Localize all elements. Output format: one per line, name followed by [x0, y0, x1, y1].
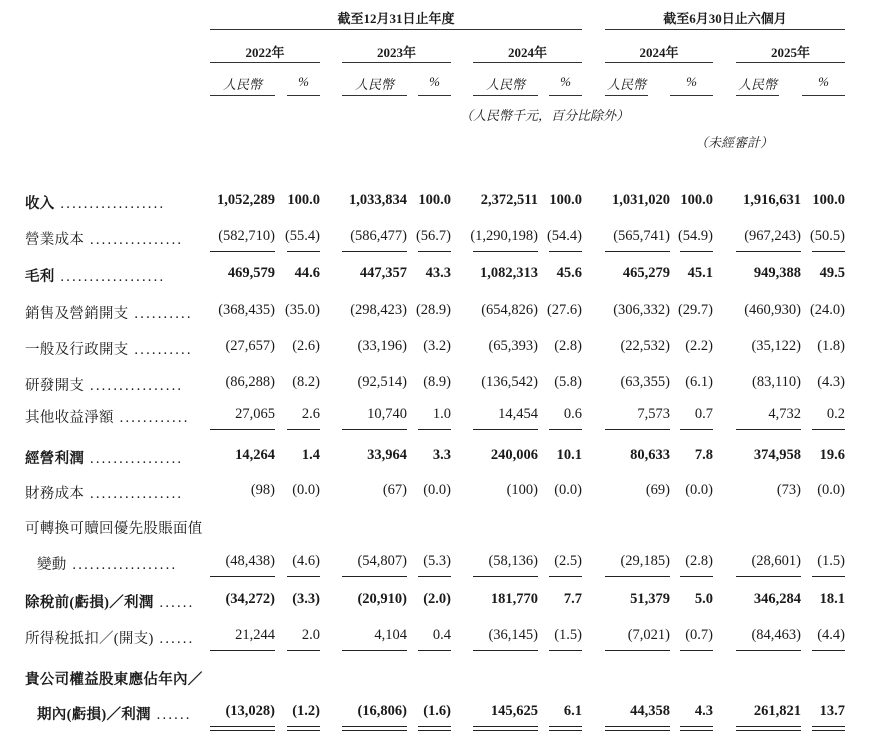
divider: [736, 95, 779, 96]
unit-pct: %: [298, 74, 309, 89]
underline: [605, 251, 670, 252]
underline: [210, 251, 275, 252]
amount-cell: 14,264: [235, 447, 275, 463]
underline: [473, 576, 538, 577]
double-underline: [473, 726, 538, 731]
row-label: [25, 406, 190, 427]
amount-cell: (69): [645, 482, 670, 498]
amount-cell: (298,423): [350, 302, 407, 318]
row-label-text: 經營利潤: [25, 451, 85, 467]
percent-cell: (4.3): [817, 374, 845, 390]
leader-dots: ..................: [54, 196, 166, 212]
underline: [342, 429, 407, 430]
underline: [812, 251, 845, 252]
percent-cell: (56.7): [415, 228, 451, 244]
amount-cell: 2,372,511: [480, 192, 538, 208]
underline: [473, 650, 538, 651]
underline: [210, 576, 275, 577]
row-label-text: 營業成本: [25, 232, 85, 248]
leader-dots: ..................: [66, 557, 178, 573]
amount-cell: (67): [382, 482, 407, 498]
underline: [342, 650, 407, 651]
percent-cell: 1.4: [301, 447, 320, 463]
row-label: [37, 553, 177, 574]
row-label-text: 其他收益淨額: [25, 410, 114, 426]
percent-cell: (0.0): [423, 482, 451, 498]
row-label: [25, 192, 165, 213]
divider: [605, 62, 713, 63]
underline: [680, 576, 713, 577]
unit-rmb: 人民幣: [737, 77, 777, 92]
row-label-text: 變動: [37, 557, 67, 573]
underline: [549, 576, 582, 577]
percent-cell: (5.3): [423, 553, 451, 569]
unit-pct: %: [818, 74, 829, 89]
amount-cell: 465,279: [622, 265, 670, 281]
underline: [287, 251, 320, 252]
percent-cell: 7.7: [563, 591, 582, 607]
underline: [342, 576, 407, 577]
double-underline: [549, 726, 582, 731]
unit-rmb: 人民幣: [606, 77, 646, 92]
amount-cell: (48,438): [225, 553, 275, 569]
underline: [473, 251, 538, 252]
amount-cell: (92,514): [357, 374, 407, 390]
underline: [418, 251, 451, 252]
percent-cell: (3.3): [292, 591, 320, 607]
amount-cell: (1,290,198): [470, 228, 538, 244]
percent-cell: 13.7: [819, 703, 845, 719]
row-label: [25, 517, 203, 538]
row-label: [37, 703, 192, 724]
percent-cell: 0.6: [563, 406, 582, 422]
divider: [736, 62, 845, 63]
underline: [473, 429, 538, 430]
percent-cell: 100.0: [287, 192, 320, 208]
amount-cell: (654,826): [481, 302, 538, 318]
percent-cell: 49.5: [819, 265, 845, 281]
double-underline: [812, 726, 845, 731]
amount-cell: (54,807): [357, 553, 407, 569]
amount-cell: 14,454: [498, 406, 538, 422]
percent-cell: 0.4: [432, 627, 451, 643]
percent-cell: (35.0): [284, 302, 320, 318]
divider: [802, 95, 845, 96]
divider: [549, 95, 582, 96]
percent-cell: (4.4): [817, 627, 845, 643]
amount-cell: (136,542): [481, 374, 538, 390]
amount-cell: (460,930): [744, 302, 801, 318]
amount-cell: 10,740: [367, 406, 407, 422]
year-2023: 2023年: [376, 45, 416, 60]
percent-cell: (4.6): [292, 553, 320, 569]
amount-cell: (86,288): [225, 374, 275, 390]
percent-cell: (1.5): [817, 553, 845, 569]
amount-cell: (27,657): [225, 338, 275, 354]
amount-cell: (20,910): [357, 591, 407, 607]
amount-cell: 21,244: [235, 627, 275, 643]
year-2024: 2024年: [507, 45, 547, 60]
underline: [418, 429, 451, 430]
underline: [812, 576, 845, 577]
percent-cell: (1.6): [423, 703, 451, 719]
row-label-text: 貴公司權益股東應佔年內／: [25, 672, 203, 688]
leader-dots: ............: [113, 410, 190, 426]
percent-cell: 43.3: [425, 265, 451, 281]
percent-cell: (0.0): [292, 482, 320, 498]
row-label-text: 毛利: [25, 269, 55, 285]
row-label: [25, 302, 193, 323]
percent-cell: (2.8): [685, 553, 713, 569]
row-label: [25, 482, 183, 503]
double-underline: [210, 726, 275, 731]
amount-cell: 374,958: [753, 447, 801, 463]
percent-cell: (54.9): [677, 228, 713, 244]
row-label: [25, 265, 165, 286]
row-label-text: 除稅前(虧損)／利潤: [25, 595, 154, 611]
leader-dots: ......: [150, 707, 192, 723]
leader-dots: ..........: [128, 306, 193, 322]
underline: [287, 650, 320, 651]
divider: [605, 95, 648, 96]
amount-cell: 1,031,020: [612, 192, 670, 208]
percent-cell: (0.0): [685, 482, 713, 498]
underline: [549, 650, 582, 651]
currency-note: （人民幣千元，百分比除外）: [460, 108, 630, 123]
percent-cell: (8.9): [423, 374, 451, 390]
underline: [812, 650, 845, 651]
amount-cell: (83,110): [752, 374, 801, 390]
row-label: [25, 591, 194, 612]
amount-cell: (65,393): [488, 338, 538, 354]
underline: [605, 576, 670, 577]
leader-dots: ................: [84, 486, 184, 502]
double-underline: [418, 726, 451, 731]
divider: [342, 95, 407, 96]
percent-cell: 4.3: [694, 703, 713, 719]
amount-cell: (98): [250, 482, 275, 498]
amount-cell: (13,028): [225, 703, 275, 719]
percent-cell: 100.0: [549, 192, 582, 208]
percent-cell: (55.4): [284, 228, 320, 244]
percent-cell: 0.2: [826, 406, 845, 422]
percent-cell: 44.6: [294, 265, 320, 281]
percent-cell: 3.3: [432, 447, 451, 463]
amount-cell: 7,573: [637, 406, 670, 422]
row-label-text: 收入: [25, 196, 55, 212]
amount-cell: 1,082,313: [480, 265, 538, 281]
row-label-text: 所得稅抵扣／(開支): [25, 631, 154, 647]
unit-pct: %: [686, 74, 697, 89]
amount-cell: (565,741): [613, 228, 670, 244]
percent-cell: (8.2): [292, 374, 320, 390]
amount-cell: (7,021): [627, 627, 670, 643]
percent-cell: (50.5): [809, 228, 845, 244]
percent-cell: (1.5): [554, 627, 582, 643]
amount-cell: (34,272): [225, 591, 275, 607]
amount-cell: 181,770: [490, 591, 538, 607]
divider: [210, 62, 320, 63]
underline: [549, 429, 582, 430]
divider: [210, 29, 582, 30]
percent-cell: (6.1): [685, 374, 713, 390]
percent-cell: 0.7: [694, 406, 713, 422]
percent-cell: (28.9): [415, 302, 451, 318]
row-label-text: 期內(虧損)／利潤: [37, 707, 151, 723]
divider: [473, 62, 582, 63]
percent-cell: (29.7): [677, 302, 713, 318]
amount-cell: 33,964: [367, 447, 407, 463]
amount-cell: (35,122): [751, 338, 801, 354]
percent-cell: 45.6: [556, 265, 582, 281]
leader-dots: ..................: [54, 269, 166, 285]
group-title-fiscal-year: 截至12月31日止年度: [337, 11, 455, 26]
percent-cell: 100.0: [680, 192, 713, 208]
percent-cell: 5.0: [694, 591, 713, 607]
percent-cell: (2.0): [423, 591, 451, 607]
percent-cell: 2.0: [301, 627, 320, 643]
amount-cell: 27,065: [235, 406, 275, 422]
amount-cell: (16,806): [357, 703, 407, 719]
percent-cell: 2.6: [301, 406, 320, 422]
percent-cell: (24.0): [809, 302, 845, 318]
amount-cell: 80,633: [630, 447, 670, 463]
unit-rmb: 人民幣: [354, 77, 394, 92]
amount-cell: (73): [776, 482, 801, 498]
amount-cell: (29,185): [620, 553, 670, 569]
double-underline: [287, 726, 320, 731]
group-title-six-months: 截至6月30日止六個月: [663, 11, 787, 26]
divider: [473, 95, 538, 96]
double-underline: [342, 726, 407, 731]
percent-cell: (2.6): [292, 338, 320, 354]
amount-cell: 240,006: [490, 447, 538, 463]
amount-cell: 346,284: [753, 591, 801, 607]
underline: [736, 429, 801, 430]
percent-cell: (1.2): [292, 703, 320, 719]
percent-cell: 100.0: [812, 192, 845, 208]
unit-rmb: 人民幣: [485, 77, 525, 92]
unit-pct: %: [560, 74, 571, 89]
percent-cell: (3.2): [423, 338, 451, 354]
row-label-text: 銷售及營銷開支: [25, 306, 129, 322]
divider: [605, 29, 845, 30]
amount-cell: (100): [506, 482, 538, 498]
row-label: [25, 374, 183, 395]
underline: [680, 251, 713, 252]
unit-rmb: 人民幣: [222, 77, 262, 92]
percent-cell: (2.5): [554, 553, 582, 569]
percent-cell: (27.6): [546, 302, 582, 318]
amount-cell: 4,732: [768, 406, 801, 422]
percent-cell: (0.0): [554, 482, 582, 498]
amount-cell: 1,052,289: [217, 192, 275, 208]
percent-cell: 10.1: [556, 447, 582, 463]
year-h1-2025: 2025年: [770, 45, 810, 60]
divider: [210, 95, 275, 96]
underline: [680, 429, 713, 430]
amount-cell: 1,916,631: [743, 192, 801, 208]
amount-cell: (967,243): [744, 228, 801, 244]
amount-cell: (58,136): [488, 553, 538, 569]
divider: [287, 95, 320, 96]
amount-cell: (36,145): [488, 627, 538, 643]
divider: [342, 62, 451, 63]
amount-cell: (586,477): [350, 228, 407, 244]
amount-cell: 469,579: [227, 265, 275, 281]
underline: [210, 429, 275, 430]
leader-dots: ................: [84, 451, 184, 467]
row-label: [25, 228, 183, 249]
amount-cell: (84,463): [751, 627, 801, 643]
amount-cell: 261,821: [753, 703, 801, 719]
underline: [736, 576, 801, 577]
underline: [736, 251, 801, 252]
leader-dots: ..........: [128, 342, 193, 358]
percent-cell: (2.8): [554, 338, 582, 354]
row-label: [25, 447, 183, 468]
percent-cell: 1.0: [432, 406, 451, 422]
amount-cell: (582,710): [218, 228, 275, 244]
amount-cell: 447,357: [359, 265, 407, 281]
leader-dots: ................: [84, 378, 184, 394]
underline: [680, 650, 713, 651]
amount-cell: 1,033,834: [349, 192, 407, 208]
percent-cell: (2.2): [685, 338, 713, 354]
underline: [605, 650, 670, 651]
percent-cell: (0.7): [685, 627, 713, 643]
row-label: [25, 338, 193, 359]
amount-cell: (22,532): [620, 338, 670, 354]
leader-dots: ......: [153, 595, 195, 611]
percent-cell: (0.0): [817, 482, 845, 498]
row-label: [25, 627, 194, 648]
amount-cell: (33,196): [357, 338, 407, 354]
double-underline: [680, 726, 713, 731]
underline: [342, 251, 407, 252]
underline: [287, 429, 320, 430]
leader-dots: ................: [84, 232, 184, 248]
underline: [287, 576, 320, 577]
amount-cell: 44,358: [630, 703, 670, 719]
divider: [418, 95, 451, 96]
amount-cell: (28,601): [751, 553, 801, 569]
underline: [736, 650, 801, 651]
year-2022: 2022年: [245, 45, 285, 60]
row-label-text: 可轉換可贖回優先股賬面值: [25, 521, 203, 537]
underline: [418, 576, 451, 577]
percent-cell: 45.1: [687, 265, 713, 281]
amount-cell: 51,379: [630, 591, 670, 607]
percent-cell: 6.1: [563, 703, 582, 719]
amount-cell: (368,435): [218, 302, 275, 318]
year-h1-2024: 2024年: [639, 45, 679, 60]
row-label-text: 一般及行政開支: [25, 342, 129, 358]
double-underline: [605, 726, 670, 731]
leader-dots: ......: [153, 631, 195, 647]
amount-cell: (63,355): [620, 374, 670, 390]
percent-cell: (54.4): [546, 228, 582, 244]
amount-cell: (306,332): [613, 302, 670, 318]
percent-cell: (5.8): [554, 374, 582, 390]
percent-cell: 100.0: [418, 192, 451, 208]
underline: [812, 429, 845, 430]
row-label-text: 財務成本: [25, 486, 85, 502]
unaudited-note: （未經審計）: [695, 135, 774, 150]
underline: [605, 429, 670, 430]
amount-cell: 145,625: [490, 703, 538, 719]
underline: [418, 650, 451, 651]
row-label: [25, 668, 203, 689]
underline: [549, 251, 582, 252]
divider: [670, 95, 713, 96]
row-label-text: 研發開支: [25, 378, 85, 394]
amount-cell: 4,104: [374, 627, 407, 643]
percent-cell: 19.6: [819, 447, 845, 463]
double-underline: [736, 726, 801, 731]
percent-cell: (1.8): [817, 338, 845, 354]
unit-pct: %: [429, 74, 440, 89]
percent-cell: 18.1: [819, 591, 845, 607]
percent-cell: 7.8: [694, 447, 713, 463]
underline: [210, 650, 275, 651]
amount-cell: 949,388: [753, 265, 801, 281]
